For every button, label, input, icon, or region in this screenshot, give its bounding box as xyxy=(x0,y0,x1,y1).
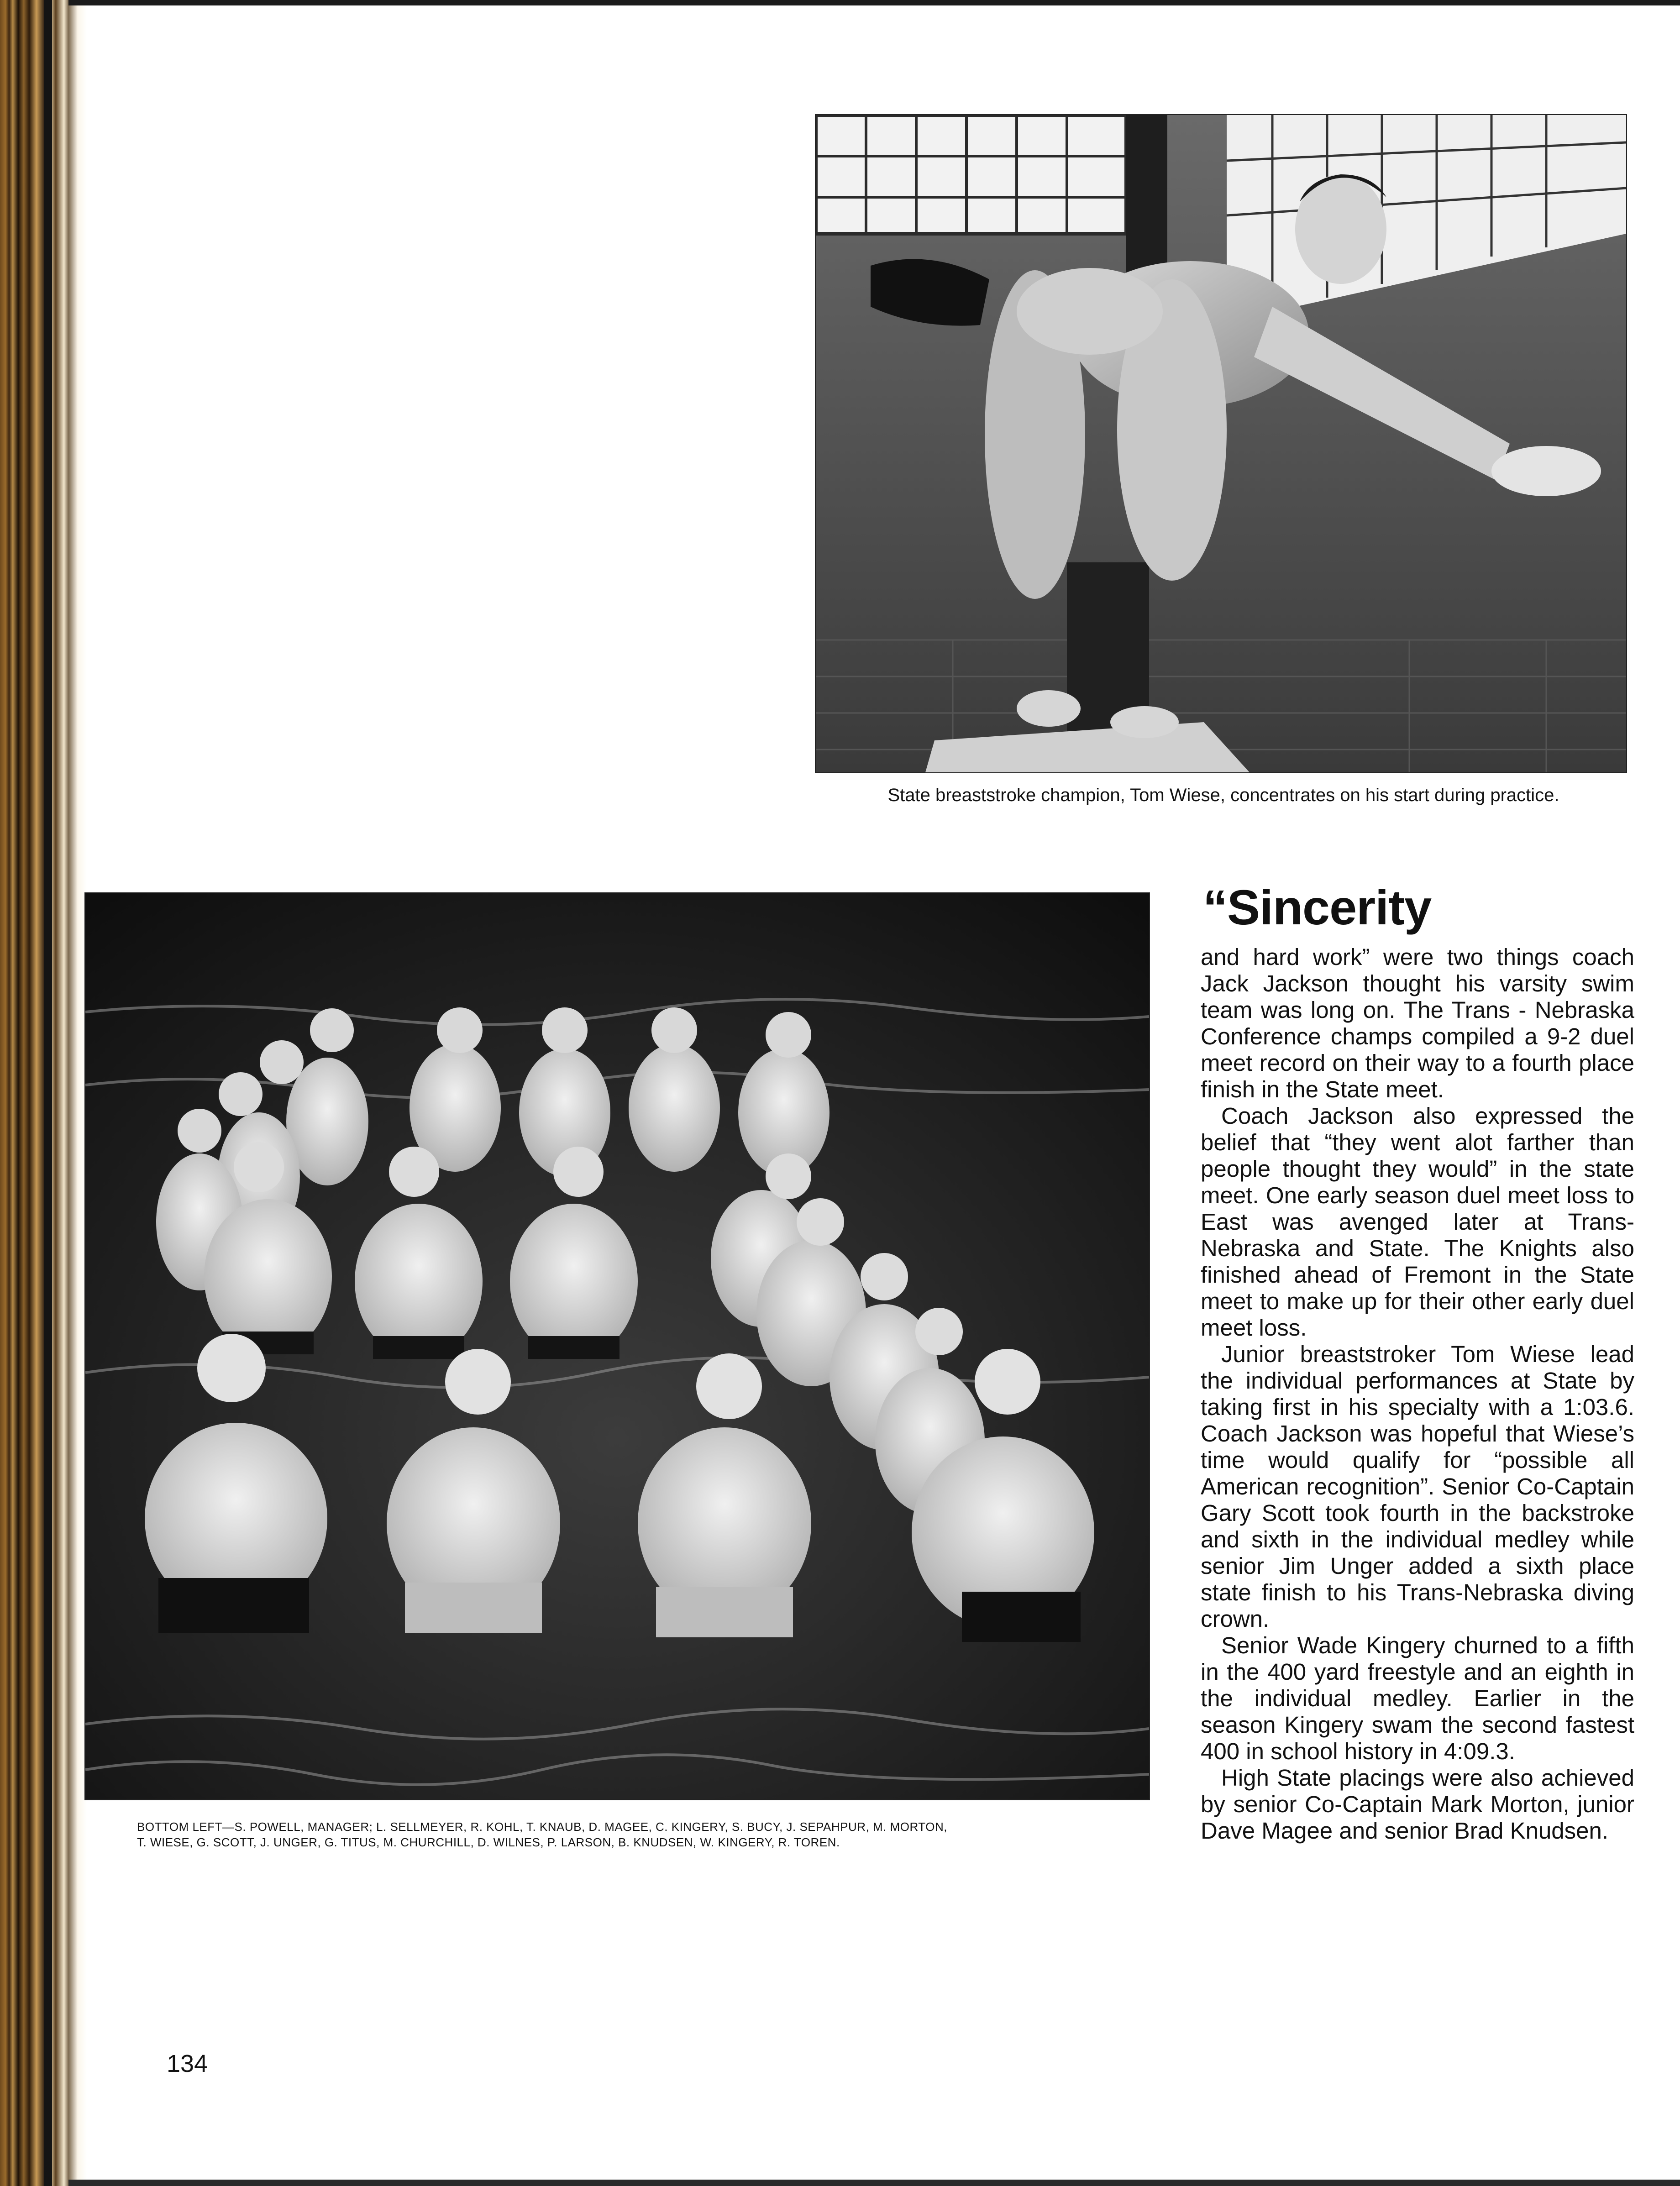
article-paragraph-2: Coach Jackson also expressed the belief that “they went alot farther than people thought they would” in the state meet. One early season duel meet loss to East was avenged later at Trans-Nebraska and State. The Knights also finished ahead of Fremont in the State meet to make up for their other early duel meet loss. xyxy=(1201,1103,1634,1341)
article-headline: “Sincerity xyxy=(1203,880,1432,935)
team-caption-line-1: BOTTOM LEFT—S. POWELL, MANAGER; L. SELLMEYER, R. KOHL, T. KNAUB, D. MAGEE, C. KINGERY, S. BUCY, J. SEPAHPUR, M. MORTON, xyxy=(137,1820,947,1834)
article-paragraph-3: Junior breaststroker Tom Wiese lead the individual performances at State by taking first in his specialty with a 1:03.6. Coach Jackson was hopeful that Wiese’s time would qualify for “possible all American recognition”. Senior Co-Captain Gary Scott took fourth in the backstroke and sixth in the individual medley while senior Jim Unger added a sixth place state finish to his Trans-Nebraska diving crown. xyxy=(1201,1341,1634,1632)
article-paragraph-4: Senior Wade Kingery churned to a fifth in the 400 yard freestyle and an eighth in the individual medley. Earlier in the season Kingery swam the second fastest 400 in school history in 4:09.3. xyxy=(1201,1632,1634,1764)
article-body xyxy=(1201,944,1634,1844)
bottom-edge xyxy=(68,2180,1680,2186)
page-number: 134 xyxy=(167,2050,208,2077)
team-photo-image xyxy=(85,893,1149,1799)
team-caption-line-2: T. WIESE, G. SCOTT, J. UNGER, G. TITUS, M. CHURCHILL, D. WILNES, P. LARSON, B. KNUDSEN, W. KINGERY, R. TOREN. xyxy=(137,1835,840,1849)
team-photo xyxy=(84,892,1150,1800)
diver-photo-caption: State breaststroke champion, Tom Wiese, concentrates on his start during practice. xyxy=(887,785,1559,805)
article-paragraph-1: and hard work” were two things coach Jack Jackson thought his varsity swim team was long on. The Trans - Nebraska Conference champs compiled a 9-2 duel meet record on their way to a fourth place finish in the State meet. xyxy=(1201,944,1634,1102)
diver-photo-image xyxy=(816,115,1626,772)
page-binding-edge xyxy=(0,0,87,2186)
top-edge xyxy=(68,0,1680,5)
diver-photo xyxy=(815,114,1627,773)
binding-shadow xyxy=(44,0,52,2186)
article-paragraph-5: High State placings were also achieved by senior Co-Captain Mark Morton, junior Dave Magee and senior Brad Knudsen. xyxy=(1201,1765,1634,1844)
team-photo-caption xyxy=(137,1819,1150,1850)
